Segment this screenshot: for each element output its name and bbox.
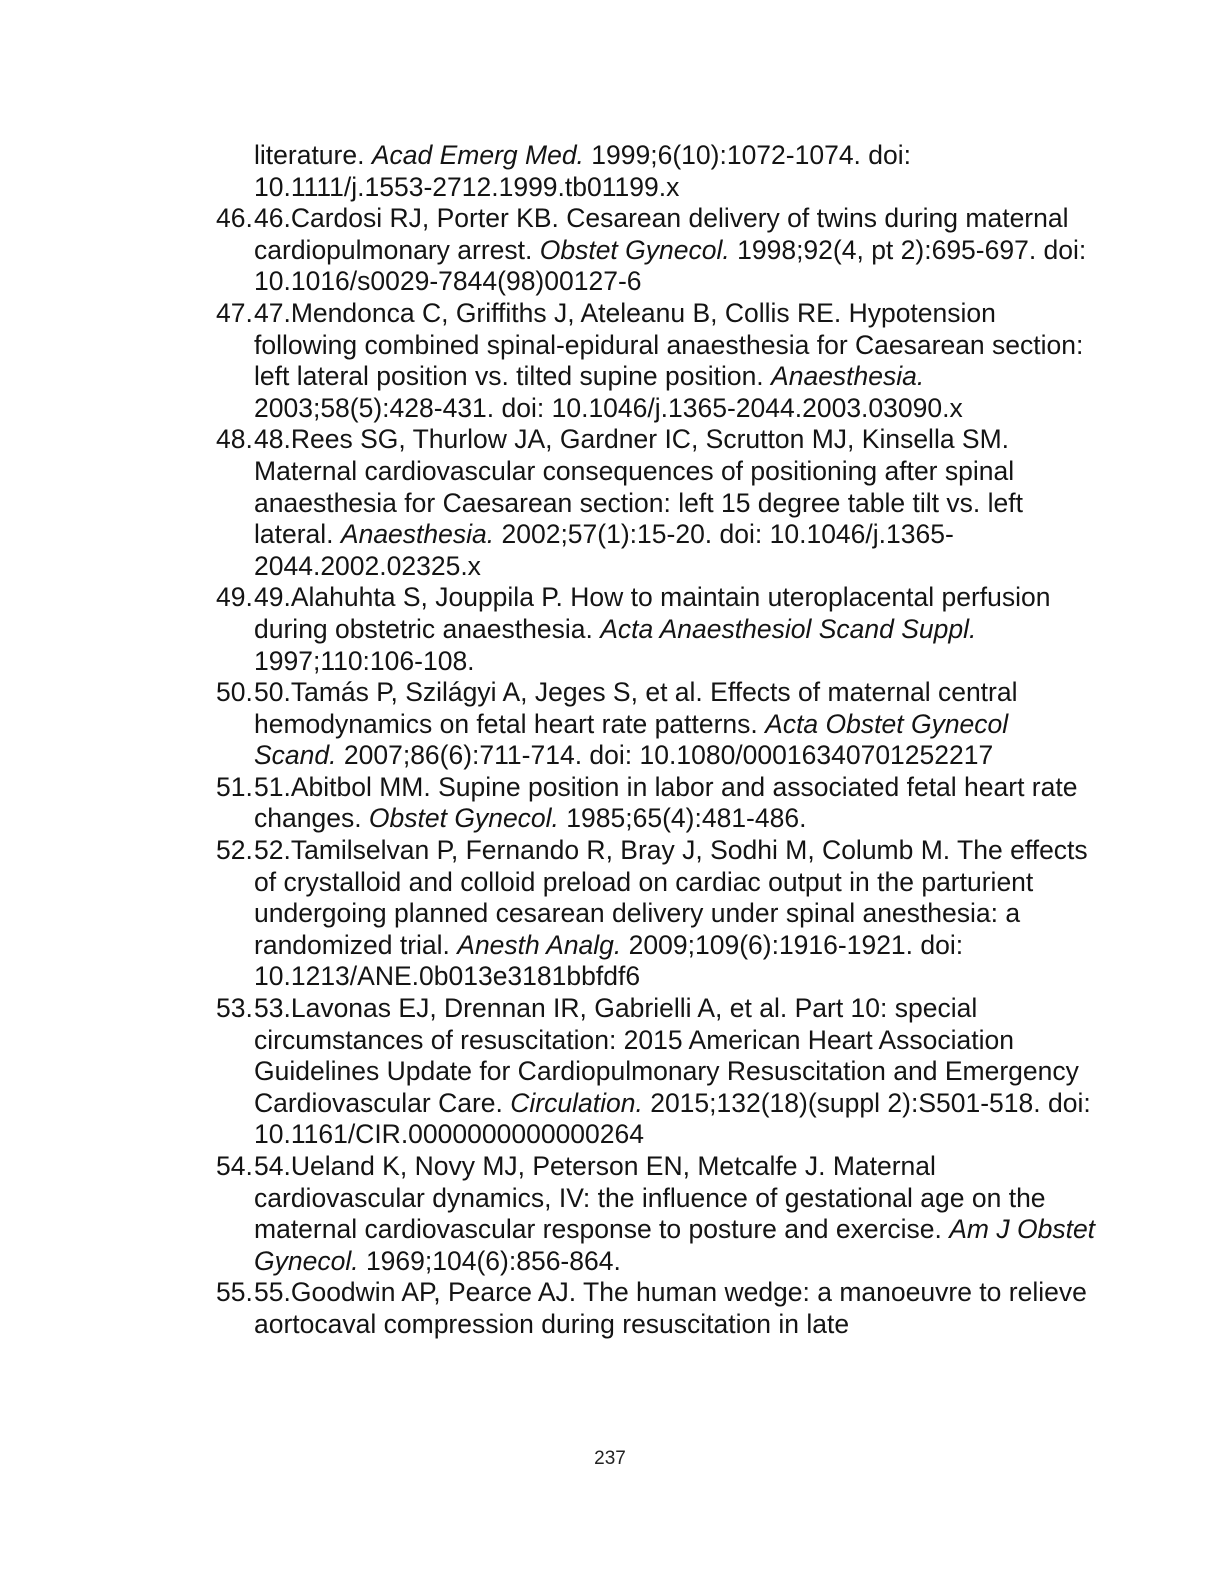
reference-item [216,835,1096,993]
reference-text [254,298,1083,423]
reference-text [254,203,1086,296]
reference-authors-title: 55.Goodwin AP, Pearce AJ. The human wedge: a manoeuvre to relieve aortocaval compression during resuscitation in late [254,1277,1087,1339]
reference-authors-title: 46.Cardosi RJ, Porter KB. Cesarean delivery of twins during maternal cardiopulmonary arrest. [254,203,1069,265]
reference-item [216,1151,1096,1277]
reference-number: 49. [216,582,253,613]
reference-list [216,140,1096,1341]
reference-journal: Circulation. [510,1087,643,1118]
reference-journal: Obstet Gynecol. [539,234,730,265]
reference-continuation [216,140,1096,203]
reference-citation: 2003;58(5):428-431. doi: 10.1046/j.1365-2044.2003.03090.x [254,392,963,423]
reference-authors-title: 53.Lavonas EJ, Drennan IR, Gabrielli A, et al. Part 10: special circumstances of resuscitation: 2015 American Heart Association Guidelines Update for Cardiopulmonary Resuscitation and Emergency Cardiovascular Care. [254,993,1079,1118]
reference-citation: 2015;132(18)(suppl 2):S501-518. doi: 10.1161/CIR.0000000000000264 [254,1087,1091,1150]
reference-number: 54. [216,1151,253,1181]
reference-citation: 1969;104(6):856-864. [358,1245,621,1276]
reference-journal: Anaesthesia. [771,361,925,392]
reference-journal: Anesth Analg. [457,929,622,960]
reference-citation: 1985;65(4):481-486. [558,803,807,834]
reference-number: 53. [216,993,253,1024]
reference-item [216,1277,1096,1340]
reference-citation: 2009;109(6):1916-1921. doi: 10.1213/ANE.0b013e3181bbfdf6 [254,929,964,992]
reference-item [216,298,1096,424]
reference-authors-title: literature. [254,140,372,170]
reference-text [254,835,1088,991]
reference-number: 50. [216,677,253,708]
reference-citation: 1999;6(10):1072-1074. doi: 10.1111/j.1553-2712.1999.tb01199.x [254,140,912,202]
reference-journal: Acta Obstet Gynecol Scand. [254,708,1009,771]
reference-journal: Anaesthesia. [340,519,495,550]
reference-text [254,1277,1087,1339]
reference-authors-title: 52.Tamilselvan P, Fernando R, Bray J, Sodhi M, Columb M. The effects of crystalloid and colloid preload on cardiac output in the parturient undergoing planned cesarean delivery under spinal anesthesia: a randomized trial. [254,835,1088,960]
reference-journal: Am J Obstet Gynecol. [254,1214,1096,1276]
reference-text [254,772,1077,834]
reference-number: 52. [216,835,253,866]
reference-item [216,203,1096,298]
reference-item [216,424,1096,582]
reference-authors-title: 54.Ueland K, Novy MJ, Peterson EN, Metcalfe J. Maternal cardiovascular dynamics, IV: the influence of gestational age on the maternal cardiovascular response to posture and exercise. [254,1151,1046,1245]
reference-item [216,582,1096,677]
reference-authors-title: 49.Alahuhta S, Jouppila P. How to maintain uteroplacental perfusion during obstetric anaesthesia. [254,582,1051,644]
reference-text [254,993,1091,1149]
reference-journal: Acta Anaesthesiol Scand Suppl. [600,613,977,644]
reference-text [254,140,911,202]
reference-number: 47. [216,297,253,328]
reference-citation: 1998;92(4, pt 2):695-697. doi: 10.1016/s0029-7844(98)00127-6 [254,234,1087,297]
reference-number: 55. [216,1277,253,1308]
reference-number: 51. [216,771,253,802]
page-number: 237 [594,1448,626,1469]
reference-authors-title: 47.Mendonca C, Griffiths J, Ateleanu B, Collis RE. Hypotension following combined spinal-epidural anaesthesia for Caesarean section: left lateral position vs. tilted supine position. [254,297,1084,392]
reference-number: 46. [216,203,253,234]
reference-text [254,424,1023,580]
reference-item [216,993,1096,1151]
reference-number: 48. [216,424,253,455]
reference-text [254,582,1051,675]
reference-citation: 2002;57(1):15-20. doi: 10.1046/j.1365-2044.2002.02325.x [254,519,954,581]
reference-journal: Obstet Gynecol. [368,803,559,834]
reference-text [254,677,1018,770]
reference-citation: 1997;110:106-108. [254,645,475,676]
reference-authors-title: 51.Abitbol MM. Supine position in labor and associated fetal heart rate changes. [254,771,1078,834]
reference-authors-title: 50.Tamás P, Szilágyi A, Jeges S, et al. Effects of maternal central hemodynamics on fetal heart rate patterns. [254,677,1018,739]
reference-item [216,677,1096,772]
reference-citation: 2007;86(6):711-714. doi: 10.1080/00016340701252217 [336,740,994,771]
reference-item [216,772,1096,835]
reference-text [254,1151,1095,1276]
reference-journal: Acad Emerg Med. [371,140,584,170]
reference-authors-title: 48.Rees SG, Thurlow JA, Gardner IC, Scrutton MJ, Kinsella SM. Maternal cardiovascular consequences of positioning after spinal anaesthesia for Caesarean section: left 15 degree table tilt vs. left lateral. [254,424,1023,550]
